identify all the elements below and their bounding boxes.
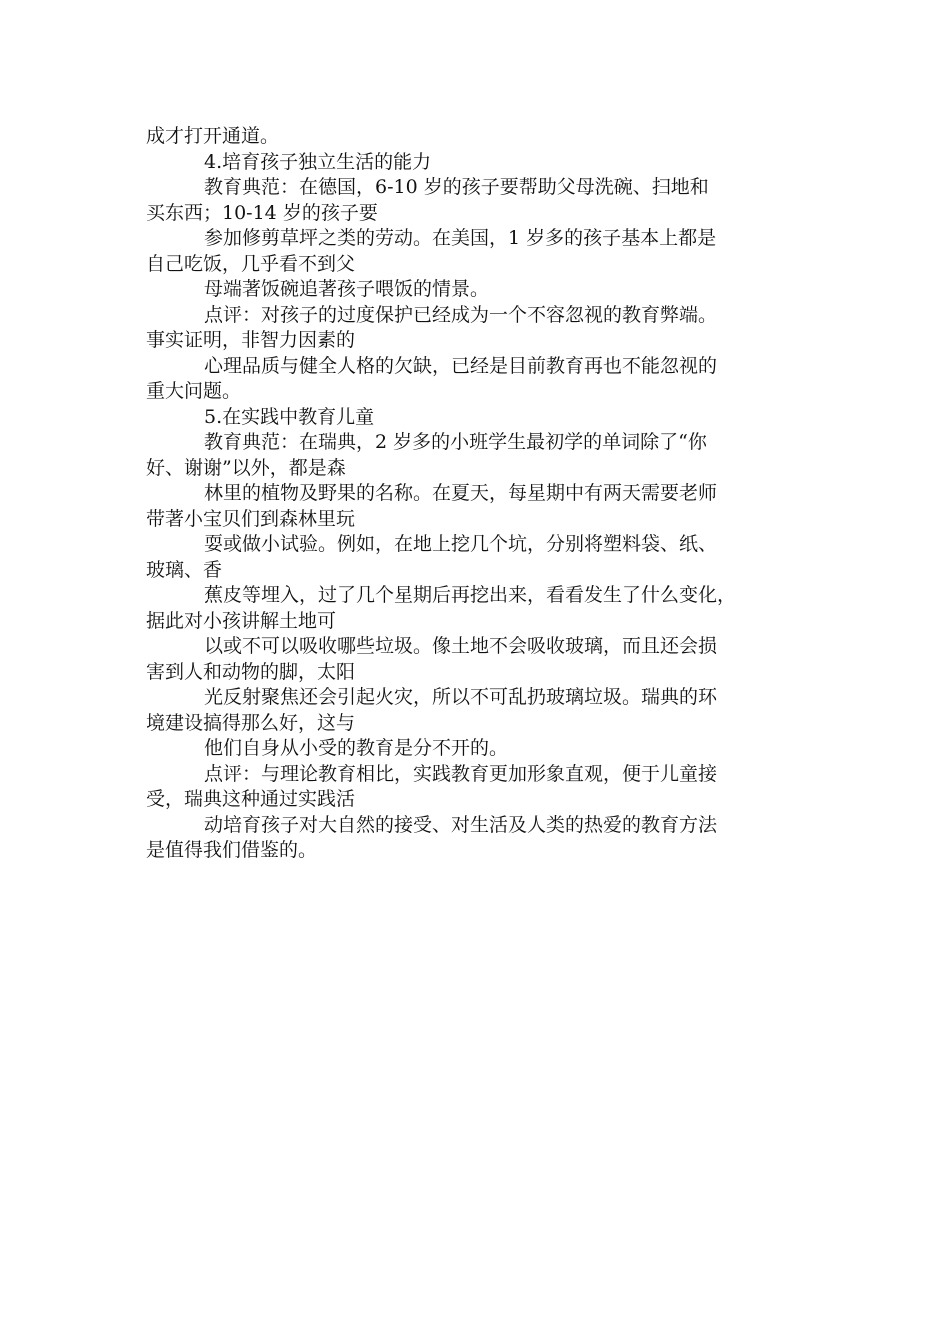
text-line: 参加修剪草坪之类的劳动。在美国，1 岁多的孩子基本上都是	[204, 227, 717, 249]
text-line: 受，瑞典这种通过实践活	[146, 788, 356, 810]
text-line: 耍或做小试验。例如，在地上挖几个坑，分别将塑料袋、纸、	[204, 533, 718, 555]
text-line: 成才打开通道。	[146, 125, 280, 147]
text-line: 以或不可以吸收哪些垃圾。像土地不会吸收玻璃，而且还会损	[204, 635, 718, 657]
text-line: 是值得我们借鉴的。	[146, 839, 318, 861]
text-line: 教育典范：在德国，6-10 岁的孩子要帮助父母洗碗、扫地和	[204, 176, 709, 198]
text-line: 4.培育孩子独立生活的能力	[204, 150, 432, 173]
text-line: 光反射聚焦还会引起火灾，所以不可乱扔玻璃垃圾。瑞典的环	[204, 686, 718, 708]
text-line: 重大问题。	[146, 380, 242, 402]
text-line: 点评：对孩子的过度保护已经成为一个不容忽视的教育弊端。	[204, 303, 718, 326]
text-line: 自己吃饭，几乎看不到父	[146, 252, 356, 275]
document-body	[146, 124, 836, 864]
text-line: 母端著饭碗追著孩子喂饭的情景。	[204, 278, 490, 300]
text-line: 带著小宝贝们到森林里玩	[146, 507, 356, 530]
text-line: 林里的植物及野果的名称。在夏天，每星期中有两天需要老师	[204, 482, 718, 504]
text-line: 境建设搞得那么好，这与	[146, 711, 356, 734]
text-line: 好、谢谢”以外，都是森	[146, 456, 346, 479]
text-line: 玻璃、香	[146, 558, 223, 581]
text-line: 据此对小孩讲解土地可	[146, 609, 337, 632]
text-line: 他们自身从小受的教育是分不开的。	[204, 737, 509, 759]
text-line: 心理品质与健全人格的欠缺，已经是目前教育再也不能忽视的	[204, 354, 718, 377]
text-line: 动培育孩子对大自然的接受、对生活及人类的热爱的教育方法	[204, 813, 718, 836]
text-line: 点评：与理论教育相比，实践教育更加形象直观，便于儿童接	[204, 762, 718, 785]
text-line: 害到人和动物的脚，太阳	[146, 660, 356, 683]
text-line: 教育典范：在瑞典，2 岁多的小班学生最初学的单词除了“你	[204, 431, 707, 453]
text-line: 5.在实践中教育儿童	[204, 405, 375, 428]
text-line: 买东西；10-14 岁的孩子要	[146, 201, 378, 224]
text-line: 蕉皮等埋入，过了几个星期后再挖出来，看看发生了什么变化，	[204, 584, 737, 606]
text-line: 事实证明，非智力因素的	[146, 329, 356, 351]
